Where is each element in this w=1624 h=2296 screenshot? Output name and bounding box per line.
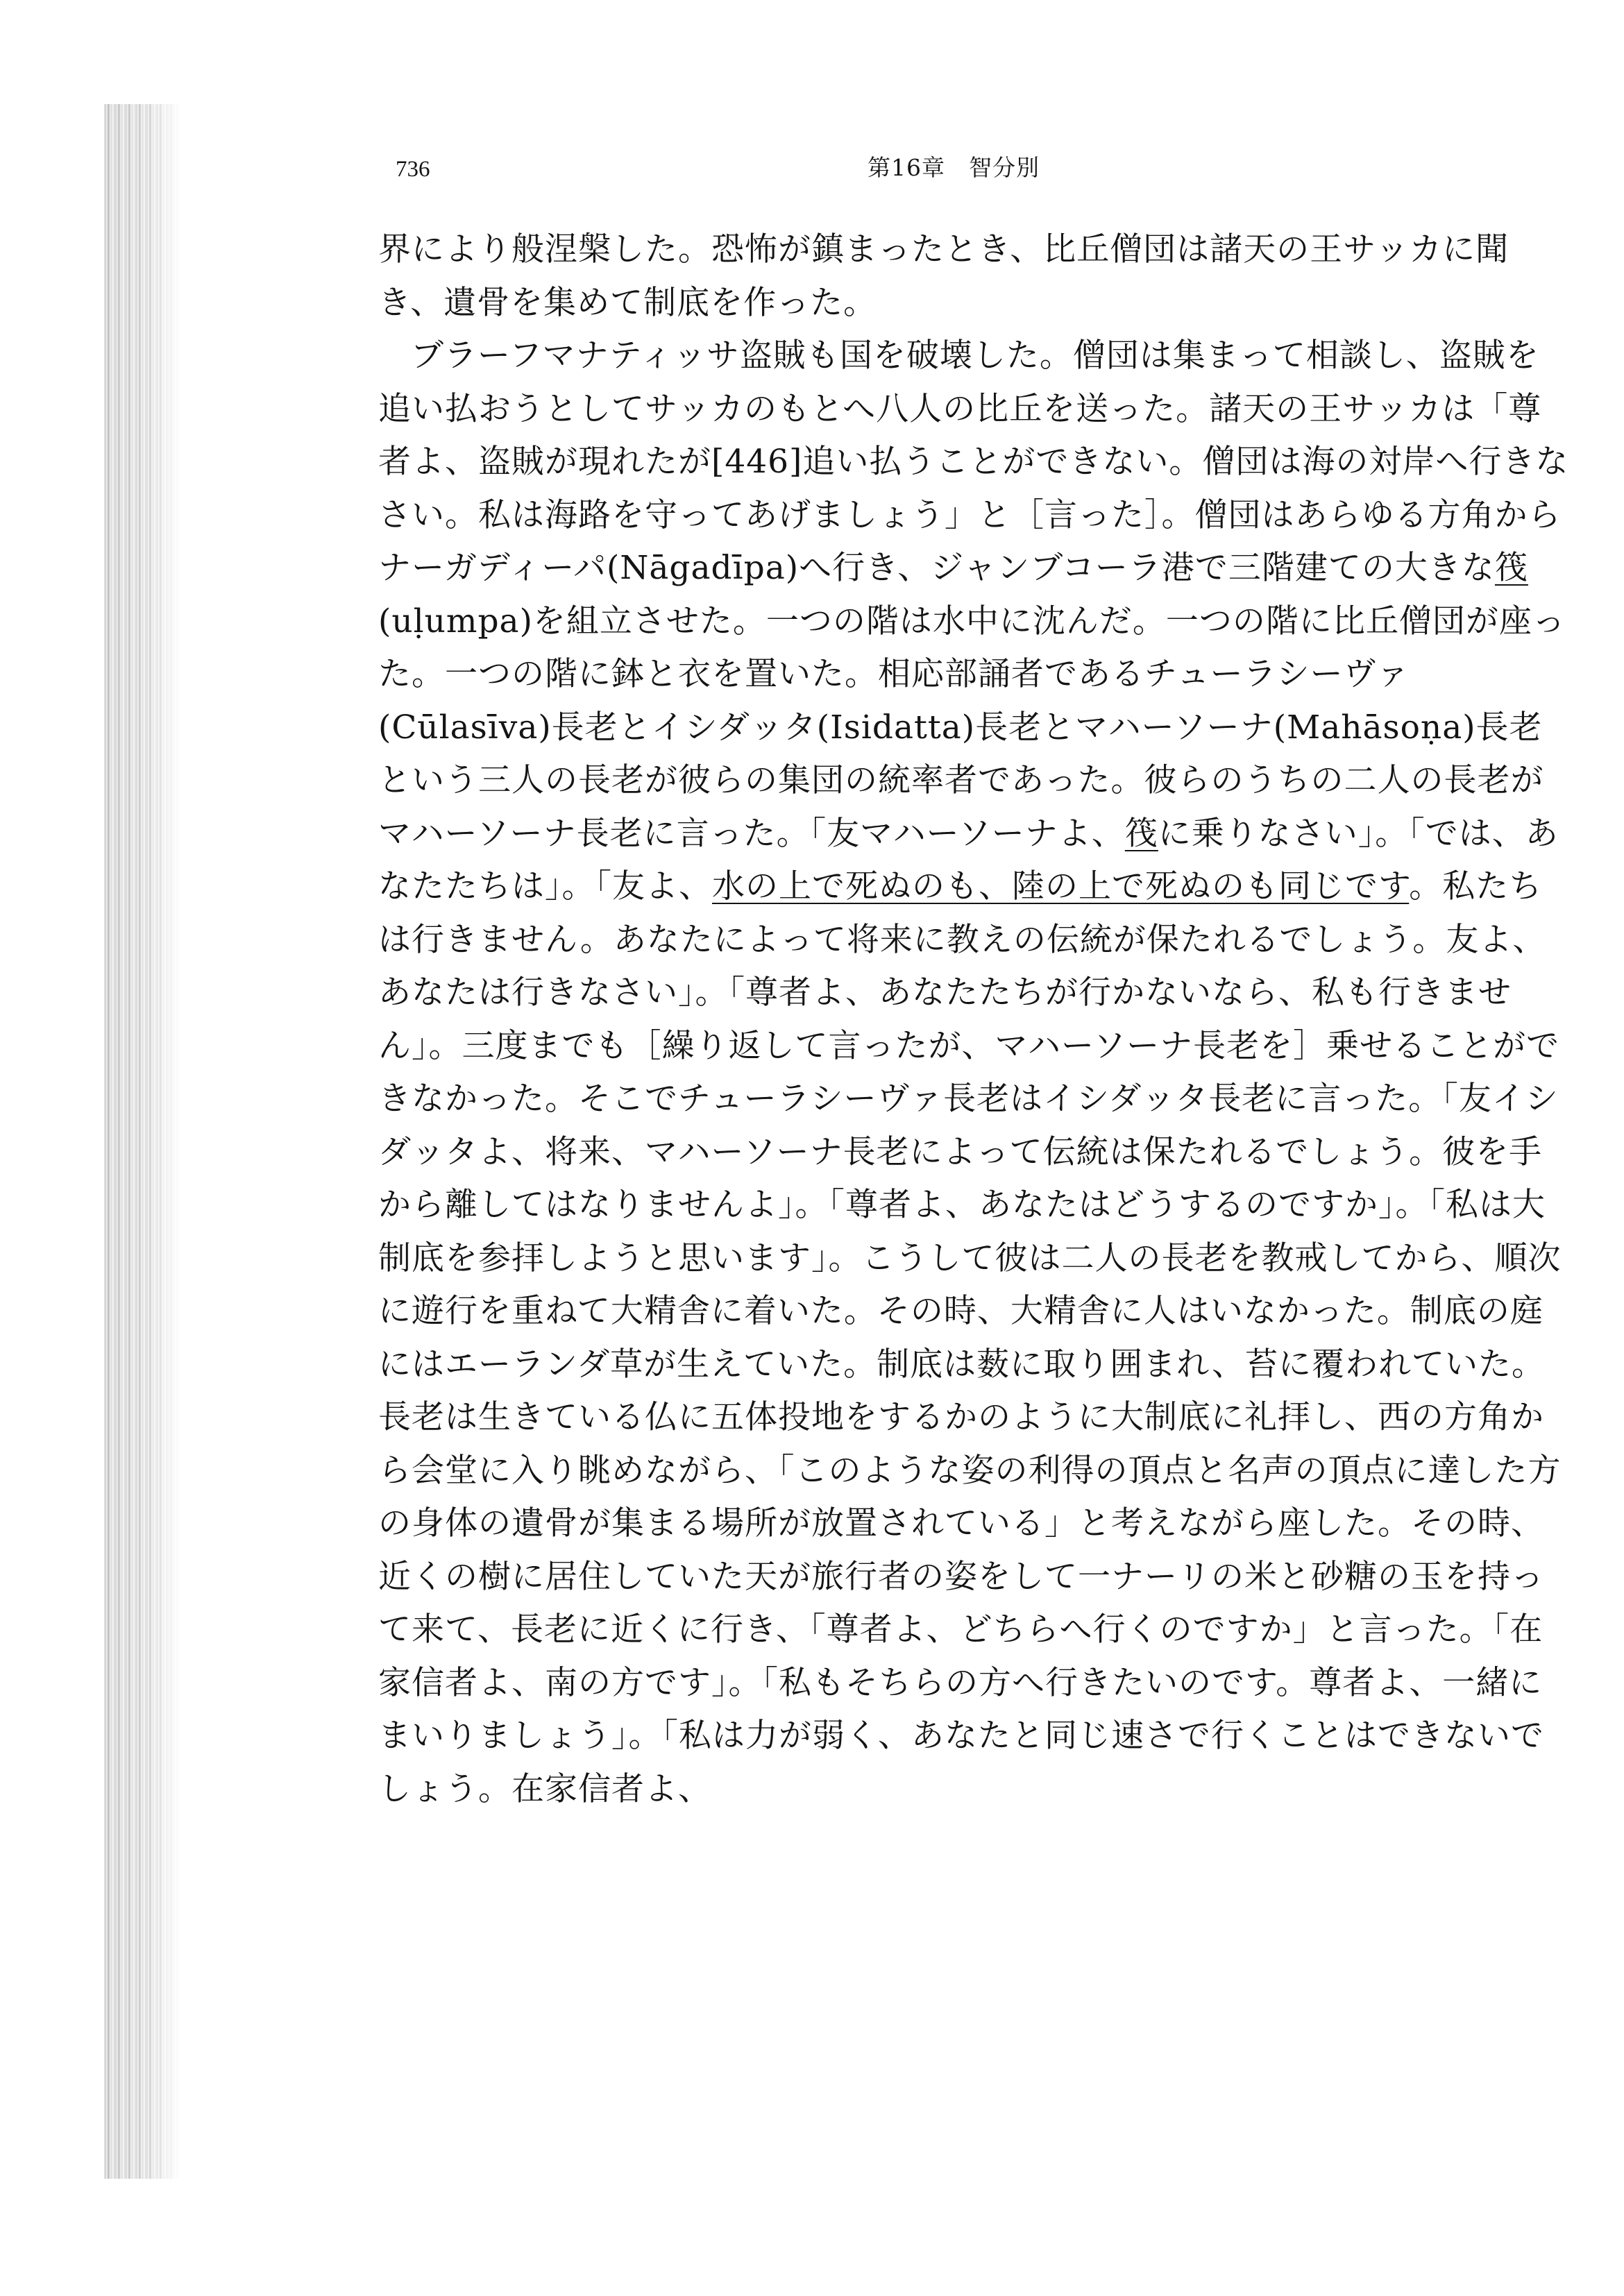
running-head: 第16章 智分別 — [868, 154, 1040, 181]
raft-term-underlined-2: 筏 — [1124, 814, 1158, 853]
body-text — [378, 223, 1572, 1816]
page-number: 736 — [396, 157, 430, 182]
raft-term-underlined: 筏 — [1494, 549, 1528, 587]
scan-binding-edge — [104, 104, 180, 2179]
page-header — [389, 150, 1568, 192]
paragraph-2-text-a: ブラーフマナティッサ盗賊も国を破壊した。僧団は集まって相談し、盗賊を追い払おうとしてサッカのもとへ八人の比丘を送った。諸天の王サッカは「尊者よ、盗賊が現れたが[446]追い払うことができない。僧団は海の対岸へ行きなさい。私は海路を守ってあげましょう」と［言った］。僧団はあらゆる方角からナーガディーパ(Nāgadīpa)へ行き、ジャンブコーラ港で三階建ての大きな — [378, 337, 1569, 587]
paragraph-2-text-d: 。私たちは行きません。あなたによって将来に教えの伝統が保たれるでしょう。友よ、あなたは行きなさい」。「尊者よ、あなたたちが行かないなら、私も行きません」。三度までも［繰り返して言ったが、マハーソーナ長老を］乗せることができなかった。そこでチューラシーヴァ長老はイシダッタ長老に言った。「友イシダッタよ、将来、マハーソーナ長老によって伝統は保たれるでしょう。彼を手から離してはなりませんよ」。「尊者よ、あなたはどうするのですか」。「私は大制底を参拝しようと思います」。こうして彼は二人の長老を教戒してから、順次に遊行を重ねて大精舎に着いた。その時、大精舎に人はいなかった。制底の庭にはエーランダ草が生えていた。制底は薮に取り囲まれ、苔に覆われていた。長老は生きている仏に五体投地をするかのように大制底に礼拝し、西の方角から会堂に入り眺めながら、「このような姿の利得の頂点と名声の頂点に達した方の身体の遺骨が集まる場所が放置されている」と考えながら座した。その時、近くの樹に居住していた天が旅行者の姿をして一ナーリの米と砂糖の玉を持って来て、長老に近くに行き、「尊者よ、どちらへ行くのですか」と言った。「在家信者よ、南の方です」。「私もそちらの方へ行きたいのです。尊者よ、一緒にまいりましょう」。「私は力が弱く、あなたと同じ速さで行くことはできないでしょう。在家信者よ、 — [378, 867, 1562, 1808]
paragraph-2-text-b: (uḷumpa)を組立させた。一つの階は水中に沈んだ。一つの階に比丘僧団が座った。一つの階に鉢と衣を置いた。相応部誦者であるチューラシーヴァ(Cūlasīva)長老とイシダッタ(Isidatta)長老とマハーソーナ(Mahāsoṇa)長老という三人の長老が彼らの集団の統率者であった。彼らのうちの二人の長老がマハーソーナ長老に言った。「友マハーソーナよ、 — [378, 602, 1566, 853]
paragraph-1: 界により般涅槃した。恐怖が鎮まったとき、比丘僧団は諸天の王サッカに聞き、遺骨を集めて制底を作った。 — [378, 230, 1509, 322]
paragraph-2-text-c: に乗りなさい」。「では、あなたたちは」。「友よ、 — [378, 814, 1559, 905]
underlined-quote: 水の上で死ぬのも、陸の上で死ぬのも同じです — [712, 867, 1410, 905]
paragraph-2 — [378, 330, 1572, 1816]
